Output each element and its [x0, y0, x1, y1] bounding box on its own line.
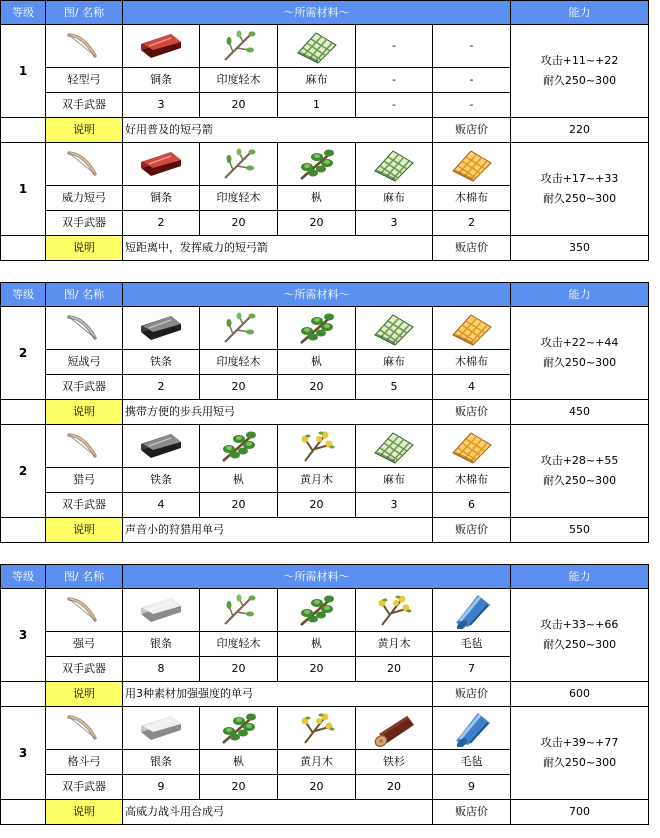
material-icon-cell: [278, 143, 356, 186]
material-name: 枞: [278, 186, 356, 211]
item-group: [1, 25, 649, 143]
material-icon-cell: [200, 25, 278, 68]
material-name: 银条: [123, 750, 200, 775]
level-section: [0, 282, 648, 543]
weapon-type: 双手武器: [46, 657, 123, 682]
material-qty: 20: [200, 493, 278, 518]
material-name: 印度轻木: [200, 632, 278, 657]
material-name: 印度轻木: [200, 350, 278, 375]
material-qty: 5: [356, 375, 433, 400]
desc-spacer: [1, 518, 46, 543]
material-name: 枞: [278, 350, 356, 375]
level-section: [0, 0, 648, 261]
material-icon-cell: [123, 707, 200, 750]
desc-row: [1, 682, 649, 707]
crafting-table: [0, 282, 649, 543]
header-ability: 能力: [511, 283, 649, 307]
durability-stat: 耐久250~300: [542, 192, 617, 205]
material-icon-cell: [433, 25, 511, 68]
material-name: 毛毡: [433, 750, 511, 775]
bow-icon: [46, 146, 122, 182]
twig-icon: [200, 146, 277, 182]
material-icon-cell: [278, 307, 356, 350]
material-icon-cell: [433, 589, 511, 632]
item-group: [1, 307, 649, 425]
table-header: [1, 283, 649, 307]
item-level: 2: [1, 425, 46, 518]
material-name: 枞: [200, 750, 278, 775]
yellow-branch-icon: [278, 427, 355, 465]
item-description: 好用普及的短弓箭: [123, 118, 433, 143]
material-qty: 20: [200, 93, 278, 118]
material-qty: 2: [123, 211, 200, 236]
item-group: [1, 589, 649, 707]
material-qty: 4: [123, 493, 200, 518]
item-group: [1, 707, 649, 825]
material-icon-cell: [356, 425, 433, 468]
material-qty: 20: [278, 375, 356, 400]
material-qty: 20: [278, 657, 356, 682]
material-name: 木棉布: [433, 350, 511, 375]
material-name: 印度轻木: [200, 186, 278, 211]
material-name: 毛毡: [433, 632, 511, 657]
durability-stat: 耐久250~300: [542, 638, 617, 651]
material-name: 麻布: [356, 350, 433, 375]
icon-row: [1, 707, 649, 750]
header-level: 等级: [1, 565, 46, 589]
twig-icon: [200, 310, 277, 346]
desc-row: [1, 400, 649, 425]
material-name: 印度轻木: [200, 68, 278, 93]
material-qty: -: [356, 93, 433, 118]
table-header: [1, 565, 649, 589]
weapon-icon-cell: [46, 25, 123, 68]
shop-price: 450: [511, 400, 649, 425]
item-description: 声音小的狩猎用单弓: [123, 518, 433, 543]
fir-branch-icon: [278, 591, 355, 629]
weapon-type: 双手武器: [46, 375, 123, 400]
icon-row: [1, 25, 649, 68]
attack-stat: 攻击+17~+33: [540, 172, 619, 185]
material-name: 黄月木: [356, 632, 433, 657]
desc-row: [1, 518, 649, 543]
material-icon-cell: [433, 143, 511, 186]
material-icon-cell: [356, 25, 433, 68]
material-qty: 3: [356, 493, 433, 518]
header-ability: 能力: [511, 565, 649, 589]
header-level: 等级: [1, 1, 46, 25]
icon-row: [1, 307, 649, 350]
material-qty: -: [433, 93, 511, 118]
item-description: 用3种素材加强强度的单弓: [123, 682, 433, 707]
hemlock-log-icon: [356, 709, 432, 747]
material-qty: 20: [200, 775, 278, 800]
cotton-cloth-icon: [433, 309, 510, 347]
shop-price: 600: [511, 682, 649, 707]
bow-icon: [46, 28, 122, 64]
shop-price-label: 贩店价: [433, 682, 511, 707]
weapon-type: 双手武器: [46, 211, 123, 236]
ability-cell: [511, 707, 649, 800]
material-qty: 7: [433, 657, 511, 682]
desc-label: 说明: [46, 682, 123, 707]
desc-label: 说明: [46, 236, 123, 261]
header-icon-name: 图/ 名称: [46, 565, 123, 589]
shop-price: 550: [511, 518, 649, 543]
material-icon-cell: [356, 143, 433, 186]
weapon-icon-cell: [46, 589, 123, 632]
material-name: 铁条: [123, 468, 200, 493]
material-name: 铜条: [123, 186, 200, 211]
shop-price-label: 贩店价: [433, 118, 511, 143]
linen-cloth-icon: [356, 427, 432, 465]
material-name: 枞: [200, 468, 278, 493]
felt-roll-icon: [433, 709, 510, 747]
material-qty: 4: [433, 375, 511, 400]
desc-row: [1, 118, 649, 143]
item-level: 2: [1, 307, 46, 400]
material-qty: 20: [356, 775, 433, 800]
header-materials: ～所需材料～: [123, 565, 511, 589]
shop-price-label: 贩店价: [433, 400, 511, 425]
attack-stat: 攻击+11~+22: [540, 54, 619, 67]
material-icon-cell: [278, 25, 356, 68]
material-qty: 2: [123, 375, 200, 400]
material-icon-cell: [433, 707, 511, 750]
material-qty: 1: [278, 93, 356, 118]
material-icon-cell: [278, 707, 356, 750]
cotton-cloth-icon: [433, 145, 510, 183]
yellow-branch-icon: [278, 709, 355, 747]
material-qty: 6: [433, 493, 511, 518]
material-qty: 2: [433, 211, 511, 236]
crafting-table: [0, 564, 649, 825]
item-group: [1, 425, 649, 543]
material-icon-cell: [123, 589, 200, 632]
desc-spacer: [1, 682, 46, 707]
material-icon-cell: [433, 307, 511, 350]
material-qty: 20: [200, 657, 278, 682]
attack-stat: 攻击+33~+66: [540, 618, 619, 631]
material-qty: 20: [356, 657, 433, 682]
weapon-icon-cell: [46, 425, 123, 468]
material-icon-cell: [356, 307, 433, 350]
twig-icon: [200, 28, 277, 64]
item-description: 短距离中，发挥威力的短弓箭: [123, 236, 433, 261]
weapon-type: 双手武器: [46, 93, 123, 118]
material-icon-cell: [123, 25, 200, 68]
crafting-table: [0, 0, 649, 261]
material-name: 枞: [278, 632, 356, 657]
desc-row: [1, 800, 649, 825]
item-description: 高威力战斗用合成弓: [123, 800, 433, 825]
material-icon-cell: [278, 589, 356, 632]
silver-ingot-icon: [123, 710, 199, 746]
material-qty: 3: [356, 211, 433, 236]
bow-icon: [46, 710, 122, 746]
desc-label: 说明: [46, 118, 123, 143]
icon-row: [1, 425, 649, 468]
shop-price-label: 贩店价: [433, 518, 511, 543]
durability-stat: 耐久250~300: [542, 474, 617, 487]
durability-stat: 耐久250~300: [542, 74, 617, 87]
shop-price: 350: [511, 236, 649, 261]
material-qty: 20: [200, 211, 278, 236]
material-name: 麻布: [278, 68, 356, 93]
shop-price: 700: [511, 800, 649, 825]
header-icon-name: 图/ 名称: [46, 1, 123, 25]
cotton-cloth-icon: [433, 427, 510, 465]
ability-cell: [511, 589, 649, 682]
weapon-type: 双手武器: [46, 493, 123, 518]
bow-icon: [46, 310, 122, 346]
attack-stat: 攻击+22~+44: [540, 336, 619, 349]
durability-stat: 耐久250~300: [542, 356, 617, 369]
desc-label: 说明: [46, 800, 123, 825]
material-qty: 9: [433, 775, 511, 800]
material-icon-cell: [200, 143, 278, 186]
weapon-name: 强弓: [46, 632, 123, 657]
material-icon-cell: [356, 707, 433, 750]
material-name: 黄月木: [278, 468, 356, 493]
header-materials: ～所需材料～: [123, 283, 511, 307]
bow-icon: [46, 428, 122, 464]
durability-stat: 耐久250~300: [542, 756, 617, 769]
material-name: 麻布: [356, 186, 433, 211]
twig-icon: [200, 592, 277, 628]
desc-label: 说明: [46, 400, 123, 425]
dash-text: -: [469, 39, 474, 52]
icon-row: [1, 589, 649, 632]
copper-ingot-icon: [123, 28, 199, 64]
ability-cell: [511, 425, 649, 518]
material-icon-cell: [123, 307, 200, 350]
weapon-name: 威力短弓: [46, 186, 123, 211]
shop-price-label: 贩店价: [433, 800, 511, 825]
iron-ingot-icon: [123, 428, 199, 464]
linen-cloth-icon: [356, 309, 432, 347]
material-name: 铜条: [123, 68, 200, 93]
item-level: 1: [1, 25, 46, 118]
dash-text: -: [392, 39, 396, 52]
weapon-name: 短战弓: [46, 350, 123, 375]
shop-price-label: 贩店价: [433, 236, 511, 261]
material-icon-cell: [433, 425, 511, 468]
iron-ingot-icon: [123, 310, 199, 346]
attack-stat: 攻击+28~+55: [540, 454, 619, 467]
silver-ingot-icon: [123, 592, 199, 628]
ability-cell: [511, 143, 649, 236]
fir-branch-icon: [278, 309, 355, 347]
material-qty: 20: [200, 375, 278, 400]
weapon-name: 轻型弓: [46, 68, 123, 93]
fir-branch-icon: [278, 145, 355, 183]
weapon-icon-cell: [46, 307, 123, 350]
item-level: 3: [1, 707, 46, 800]
material-name: 麻布: [356, 468, 433, 493]
material-name: 黄月木: [278, 750, 356, 775]
material-icon-cell: [200, 589, 278, 632]
desc-spacer: [1, 800, 46, 825]
material-name: -: [433, 68, 511, 93]
material-icon-cell: [123, 143, 200, 186]
material-name: 木棉布: [433, 468, 511, 493]
material-name: 木棉布: [433, 186, 511, 211]
weapon-icon-cell: [46, 143, 123, 186]
material-qty: 3: [123, 93, 200, 118]
material-icon-cell: [278, 425, 356, 468]
material-name: 银条: [123, 632, 200, 657]
yellow-branch-icon: [356, 591, 432, 629]
weapon-name: 猎弓: [46, 468, 123, 493]
material-icon-cell: [200, 707, 278, 750]
item-level: 1: [1, 143, 46, 236]
fir-branch-icon: [200, 427, 277, 465]
table-header: [1, 1, 649, 25]
header-icon-name: 图/ 名称: [46, 283, 123, 307]
item-description: 携带方便的步兵用短弓: [123, 400, 433, 425]
bow-icon: [46, 592, 122, 628]
material-icon-cell: [356, 589, 433, 632]
desc-spacer: [1, 400, 46, 425]
ability-cell: [511, 307, 649, 400]
level-section: [0, 564, 648, 825]
shop-price: 220: [511, 118, 649, 143]
material-qty: 9: [123, 775, 200, 800]
weapon-type: 双手武器: [46, 775, 123, 800]
desc-spacer: [1, 236, 46, 261]
header-ability: 能力: [511, 1, 649, 25]
icon-row: [1, 143, 649, 186]
material-qty: 20: [278, 211, 356, 236]
header-materials: ～所需材料～: [123, 1, 511, 25]
weapon-icon-cell: [46, 707, 123, 750]
item-group: [1, 143, 649, 261]
material-icon-cell: [200, 425, 278, 468]
fir-branch-icon: [200, 709, 277, 747]
felt-roll-icon: [433, 591, 510, 629]
item-level: 3: [1, 589, 46, 682]
material-qty: 8: [123, 657, 200, 682]
desc-label: 说明: [46, 518, 123, 543]
material-qty: 20: [278, 493, 356, 518]
material-name: 铁杉: [356, 750, 433, 775]
linen-cloth-icon: [278, 27, 355, 65]
ability-cell: [511, 25, 649, 118]
header-level: 等级: [1, 283, 46, 307]
linen-cloth-icon: [356, 145, 432, 183]
copper-ingot-icon: [123, 146, 199, 182]
material-qty: 20: [278, 775, 356, 800]
weapon-name: 格斗弓: [46, 750, 123, 775]
material-name: -: [356, 68, 433, 93]
desc-spacer: [1, 118, 46, 143]
desc-row: [1, 236, 649, 261]
attack-stat: 攻击+39~+77: [540, 736, 619, 749]
material-icon-cell: [123, 425, 200, 468]
material-icon-cell: [200, 307, 278, 350]
material-name: 铁条: [123, 350, 200, 375]
